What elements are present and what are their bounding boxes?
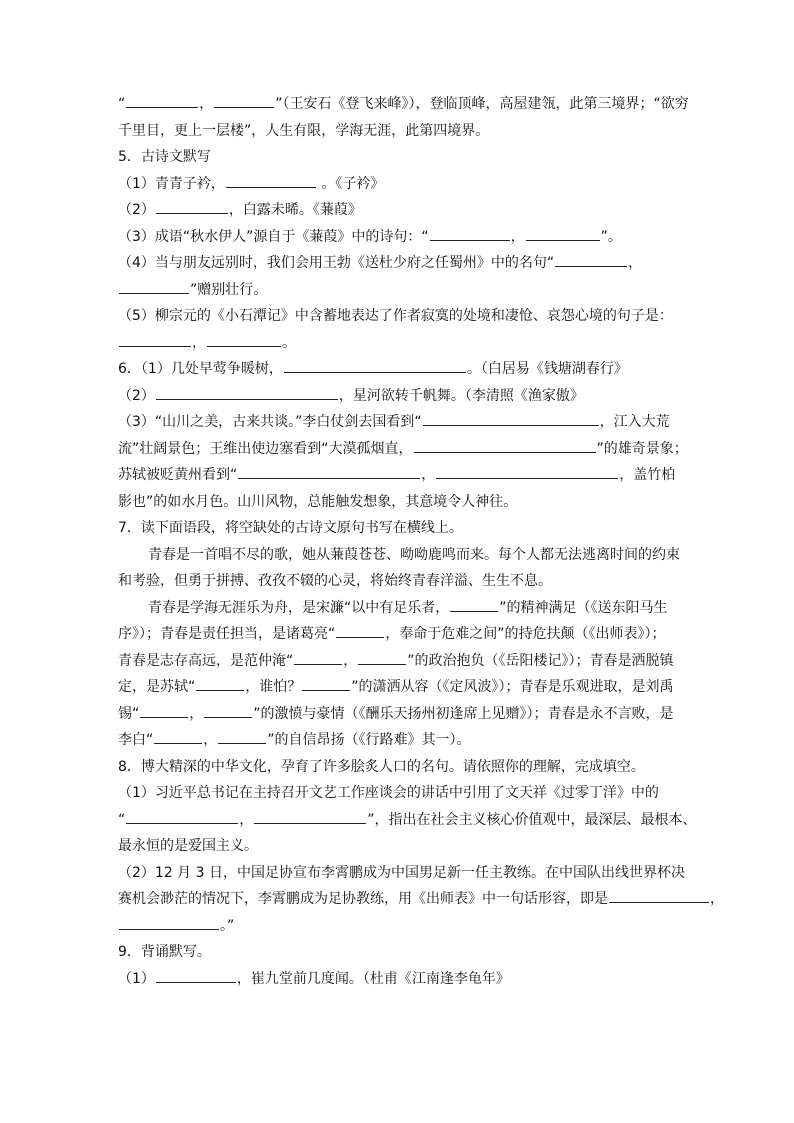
text-run: 锡“	[118, 705, 140, 722]
text-line	[118, 780, 688, 807]
text-line	[118, 595, 688, 622]
answer-blank[interactable]	[238, 462, 420, 479]
text-line	[118, 939, 688, 966]
question-text	[118, 91, 724, 992]
answer-blank[interactable]	[436, 462, 618, 479]
text-run: 序》）；青春是责任担当，是诸葛亮“	[118, 626, 336, 642]
text-run: ，谁怕？	[245, 679, 302, 695]
text-run: ”（王安石《登飞来峰》），登临顶峰，高屋建瓴，此第三境界；“欲穷	[275, 96, 689, 112]
text-run: ”的政治抱负（《岳阳楼记》）；青春是洒脱镇	[407, 652, 674, 669]
text-run: ，	[421, 467, 436, 483]
answer-blank[interactable]	[294, 648, 342, 665]
text-run: ，	[239, 811, 254, 828]
answer-blank[interactable]	[218, 727, 266, 744]
answer-blank[interactable]	[156, 383, 338, 400]
answer-blank[interactable]	[450, 595, 498, 612]
text-run: ，	[710, 891, 724, 907]
text-line	[118, 303, 688, 330]
answer-blank[interactable]	[302, 674, 350, 691]
text-run: ，盖竹柏	[619, 467, 676, 483]
answer-blank[interactable]	[119, 913, 219, 930]
text-line	[118, 621, 688, 648]
text-run: ，	[343, 652, 358, 669]
answer-blank[interactable]	[214, 91, 274, 108]
text-line	[118, 436, 688, 463]
text-run: 流”壮阔景色；王维出使边塞看到“大漠孤烟直，	[118, 440, 413, 457]
text-run: 千里目，更上一层楼”，人生有限，学海无涯，此第四境界。	[118, 122, 490, 139]
text-run: ”的潇洒从容（《定风波》）；青春是乐观进取，是刘禹	[351, 679, 674, 695]
text-line	[118, 409, 688, 436]
text-run: ”的激愤与豪情（《酬乐天扬州初逢席上见赠》）；青春是永不言败，是	[253, 705, 674, 722]
text-run: （1）习近平总书记在主持召开文艺工作座谈会的讲话中引用了文天祥《过零丁洋》中的	[118, 785, 659, 801]
text-run: “	[118, 811, 126, 828]
text-run: 。《子衿》	[316, 175, 385, 192]
text-line	[118, 913, 688, 940]
text-run: ”赠别壮行。	[190, 281, 268, 298]
text-run: 最永恒的是爱国主义。	[118, 838, 258, 854]
text-line	[118, 277, 688, 304]
text-run: 。”	[220, 917, 235, 934]
text-run: ”的自信昂扬（《行路难》其一）。	[267, 732, 471, 748]
text-run: ，星河欲转千帆舞。（李清照《渔家傲》	[338, 387, 584, 404]
text-line	[118, 197, 688, 224]
text-line	[118, 383, 688, 410]
text-run: （1）	[118, 970, 155, 987]
text-run: 6．（1）几处早莺争暖树，	[118, 361, 283, 377]
text-line	[118, 91, 688, 118]
text-line	[118, 224, 688, 251]
text-run: 5．古诗文默写	[118, 149, 211, 165]
answer-blank[interactable]	[414, 436, 596, 453]
answer-blank[interactable]	[430, 224, 510, 241]
text-line	[118, 542, 688, 569]
answer-blank[interactable]	[284, 356, 466, 373]
answer-blank[interactable]	[126, 807, 238, 824]
text-line	[118, 144, 688, 171]
text-line	[118, 356, 688, 383]
text-run: （4）当与朋友远别时，我们会用王勃《送杜少府之任蜀州》中的名句“	[118, 255, 555, 271]
text-run: 赛机会渺茫的情况下，李霄鹏成为足协教练，用《出师表》中一句话形容，即是	[118, 891, 608, 907]
answer-blank[interactable]	[423, 409, 599, 426]
text-run: ，江入大荒	[599, 414, 670, 430]
text-line	[118, 807, 697, 834]
text-run: ，	[203, 732, 218, 748]
text-line	[118, 966, 688, 993]
text-run: ，	[199, 96, 214, 112]
text-run: （3）成语“秋水伊人”源自于《蒹葭》中的诗句：“	[118, 228, 429, 245]
text-run: 8．博大精深的中华文化，孕育了许多脍炙人口的名句。请依照你的理解，完成填空。	[118, 758, 645, 775]
answer-blank[interactable]	[140, 701, 188, 718]
answer-blank[interactable]	[358, 648, 406, 665]
text-run: （5）柳宗元的《小石潭记》中含蓄地表达了作者寂寞的处境和凄怆、哀怨心境的句子是：	[118, 308, 673, 324]
text-run: 定，是苏轼“	[118, 679, 196, 695]
text-run: ，	[192, 334, 206, 351]
answer-blank[interactable]	[119, 277, 189, 294]
text-line	[118, 568, 688, 595]
text-run: 青春是志存高远，是范仲淹“	[118, 652, 294, 669]
text-line	[118, 886, 724, 913]
answer-blank[interactable]	[226, 171, 316, 188]
answer-blank[interactable]	[196, 674, 244, 691]
text-run: ”，指出在社会主义核心价值观中，最深层、最根本、	[367, 811, 697, 828]
text-line	[118, 489, 688, 516]
text-run: 。	[282, 334, 296, 351]
text-run: 青春是一首唱不尽的歌，她从蒹葭苍苍、呦呦鹿鸣而来。每个人都无法逃离时间的约束	[148, 546, 680, 563]
answer-blank[interactable]	[526, 224, 600, 241]
text-line	[118, 330, 688, 357]
text-run: 影也”的如水月色。山川风物，总能触发想象，其意境令人神往。	[118, 493, 518, 510]
text-run: ，白露未晞。《蒹葭》	[228, 202, 362, 218]
answer-blank[interactable]	[156, 197, 228, 214]
answer-blank[interactable]	[154, 727, 202, 744]
text-line	[118, 754, 688, 781]
answer-blank[interactable]	[119, 330, 191, 347]
text-line	[118, 648, 688, 675]
text-run: （2）	[118, 202, 155, 218]
text-run: （1）青青子衿，	[118, 175, 225, 192]
text-run: 。（白居易《钱塘湖春行》	[466, 361, 628, 377]
answer-blank[interactable]	[609, 886, 709, 903]
answer-blank[interactable]	[555, 250, 627, 267]
text-run: 苏轼被贬黄州看到“	[118, 467, 238, 483]
text-line	[118, 727, 688, 754]
text-run: ，	[189, 705, 204, 722]
text-line	[118, 118, 688, 145]
text-run: “	[118, 96, 126, 112]
text-line	[118, 833, 688, 860]
text-run: 和考验，但勇于拼搏、孜孜不辍的心灵，将始终青春洋溢、生生不息。	[118, 573, 552, 589]
text-line	[118, 462, 688, 489]
text-run: ”的雄奇景象；	[596, 440, 688, 457]
text-line	[118, 515, 688, 542]
answer-blank[interactable]	[254, 807, 366, 824]
answer-blank[interactable]	[126, 91, 198, 108]
text-run: （3）“山川之美，古来共谈。”李白仗剑去国看到“	[118, 414, 422, 430]
text-run: ”。	[600, 228, 622, 245]
text-line	[118, 701, 688, 728]
answer-blank[interactable]	[204, 701, 252, 718]
text-run: 9．背诵默写。	[118, 944, 211, 960]
text-line	[118, 860, 688, 887]
answer-blank[interactable]	[207, 330, 281, 347]
text-line	[118, 171, 688, 198]
text-run: ”的精神满足（《送东阳马生	[499, 599, 668, 616]
text-run: 李白“	[118, 732, 154, 748]
text-run: ，奉命于危难之间”的持危扶颠（《出师表》）；	[385, 626, 666, 642]
answer-blank[interactable]	[156, 966, 236, 983]
text-run: ，崔九堂前几度闻。（杜甫《江南逢李龟年》	[236, 970, 510, 987]
answer-blank[interactable]	[336, 621, 384, 638]
text-line	[118, 250, 688, 277]
text-run: （2）12 月 3 日，中国足协宣布李霄鹏成为中国男足新一任主教练。在中国队出线世界杯决	[118, 864, 685, 881]
text-line	[118, 674, 688, 701]
text-run: 7．读下面语段，将空缺处的古诗文原句书写在横线上。	[118, 520, 463, 536]
text-run: （2）	[118, 387, 155, 404]
text-run: ，	[628, 255, 643, 271]
text-run: 青春是学海无涯乐为舟，是宋濂“以中有足乐者，	[148, 599, 450, 616]
text-run: ，	[510, 228, 525, 245]
